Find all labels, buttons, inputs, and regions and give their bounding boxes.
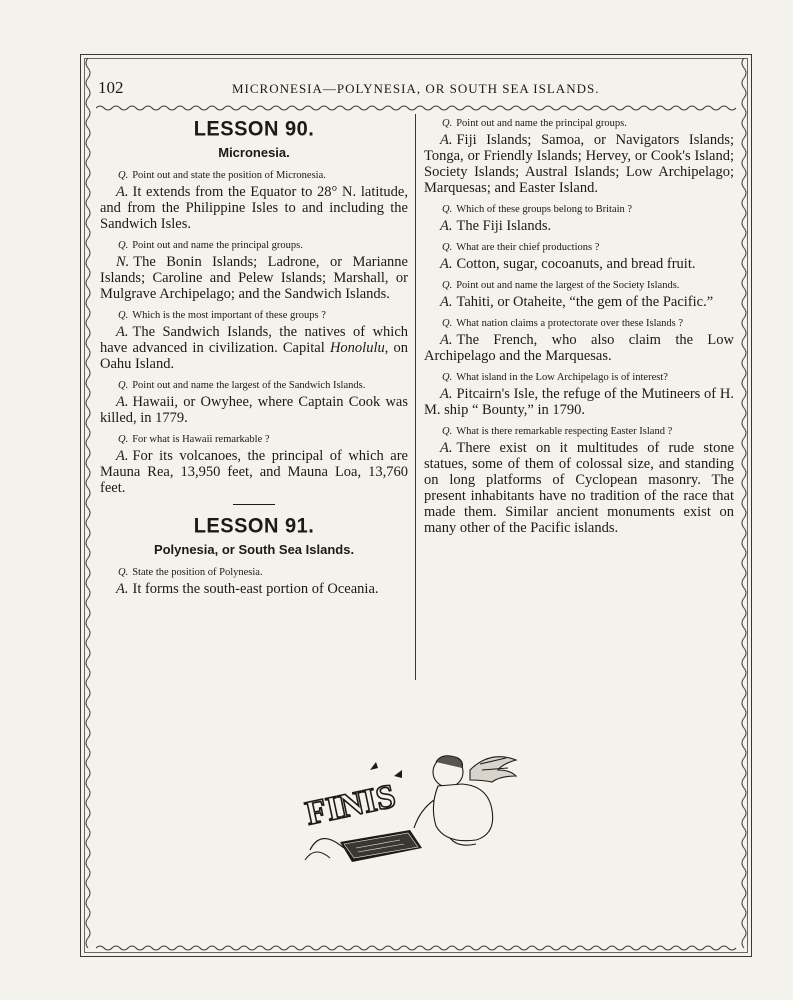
right-column [424, 118, 734, 544]
decorative-wavy-rule-right [740, 58, 748, 953]
answer: A. The French, who also claim the Low Archipelago and the Marquesas. [424, 332, 734, 364]
slate-icon [340, 830, 422, 862]
decorative-wavy-rule-top [96, 104, 740, 112]
question: Q. Point out and name the largest of the Society Islands. [442, 280, 680, 291]
page-number: 102 [98, 78, 124, 97]
section-rule [233, 504, 275, 505]
answer: A. It forms the south-east portion of Oceania. [116, 581, 379, 597]
leaf-ornament [394, 770, 402, 778]
question: Q. Which of these groups belong to Britain ? [442, 204, 633, 215]
capital-name: Honolulu [329, 340, 385, 356]
left-column [100, 118, 408, 605]
question: Q. What is there remarkable respecting Easter Island ? [442, 426, 673, 437]
answer: A. For its volcanoes, the principal of which are Mauna Rea, 13,950 feet, and Mauna Loa, 13,760 feet. [100, 448, 408, 496]
column-divider [415, 114, 416, 680]
answer: A. Hawaii, or Owyhee, where Captain Cook was killed, in 1779. [100, 394, 408, 426]
page-header [98, 78, 738, 100]
svg-text:FINIS: FINIS [302, 777, 399, 833]
lesson-90-subtitle: Micronesia. [218, 145, 290, 160]
running-head: MICRONESIA—POLYNESIA, OR SOUTH SEA ISLANDS. [232, 81, 600, 96]
answer: A. The Sandwich Islands, the natives of which have advanced in civilization. Capital Honolulu, on Oahu Island. [100, 324, 409, 372]
swirl-ornament [305, 852, 330, 860]
question: Q. For what is Hawaii remarkable ? [118, 434, 270, 445]
question: Q. Point out and name the principal groups. [118, 240, 303, 251]
decorative-wavy-rule-left [84, 58, 92, 953]
answer: A. Pitcairn's Isle, the refuge of the Mutineers of H. M. ship “ Bounty,” in 1790. [424, 386, 734, 418]
answer: A. The Fiji Islands. [440, 218, 552, 234]
answer: A. Cotton, sugar, cocoanuts, and bread fruit. [440, 256, 696, 272]
question: Q. State the position of Polynesia. [118, 567, 263, 578]
answer: A. Tahiti, or Otaheite, “the gem of the Pacific.” [440, 294, 714, 310]
question: Q. Which is the most important of these groups ? [118, 310, 326, 321]
finis-vignette [300, 750, 530, 870]
lesson-91-subtitle: Polynesia, or South Sea Islands. [153, 542, 355, 557]
question: Q. Point out and name the principal groups. [442, 118, 627, 129]
question: Q. Point out and state the position of Micronesia. [118, 170, 326, 181]
question: Q. Point out and name the largest of the Sandwich Islands. [118, 380, 366, 391]
lesson-91-title: LESSON 91. [193, 514, 315, 538]
answer: A. It extends from the Equator to 28° N. latitude, and from the Philippine Isles to and including the Sandwich Isles. [100, 184, 408, 232]
question: Q. What island in the Low Archipelago is of interest? [442, 372, 668, 383]
lesson-90-title: LESSON 90. [193, 117, 315, 141]
answer: A. There exist on it multitudes of rude stone statues, some of them of colossal size, and standing on long platforms of Cyclopean masonry. The present inhabitants have no tradition of the race that made them. Similar ancient monuments exist on many other of the Pacific islands. [424, 440, 734, 536]
question: Q. What nation claims a protectorate over these Islands ? [442, 318, 684, 329]
answer: A. Fiji Islands; Samoa, or Navigators Islands; Tonga, or Friendly Islands; Hervey, or Cook's Island; Society Islands; Austral Islands; Low Archipelago; Marquesas; and Easter Island. [424, 132, 734, 196]
decorative-wavy-rule-bottom [96, 944, 740, 952]
leaf-ornament [370, 762, 378, 770]
finis-lettering [302, 778, 398, 833]
answer: N. The Bonin Islands; Ladrone, or Marianne Islands; Caroline and Pelew Islands; Marshall, or Mulgrave Archipelago; and the Sandwich Islands. [100, 254, 408, 302]
question: Q. What are their chief productions ? [442, 242, 600, 253]
cherub-icon [414, 756, 516, 845]
